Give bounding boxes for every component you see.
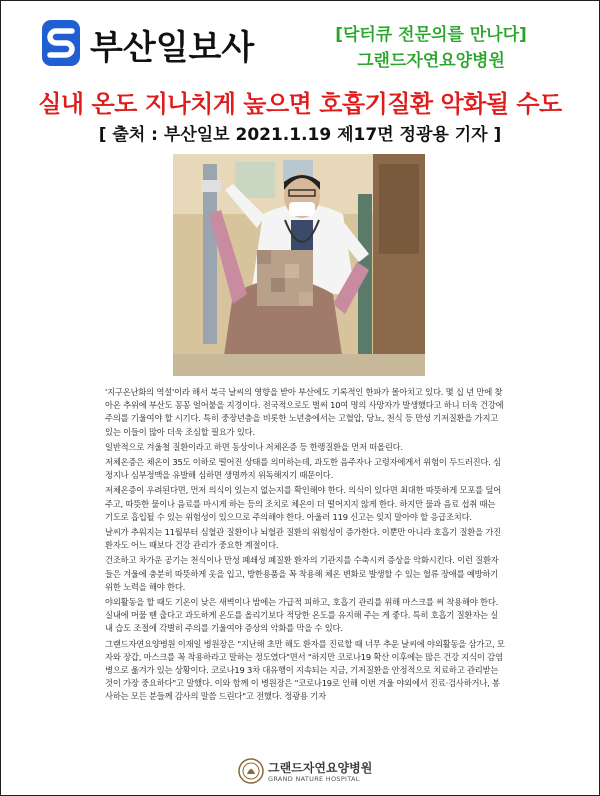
headline: 실내 온도 지나치게 높으면 호흡기질환 악화될 수도 xyxy=(38,90,562,118)
source-line: [ 출처 : 부산일보 2021.1.19 제17면 정광용 기자 ] xyxy=(98,125,502,145)
article-paragraph-1: '지구온난화의 역설'이라 해서 북극 날씨의 영향을 받아 부산에도 기록적인 한파가 몰아치고 있다. 몇 십 년 만에 찾아온 추위에 부산도 꽁꽁 얼어붙을 지경이다. 전국적으로도 벌써 10여 명의 사망자가 발생했다고 하니 더욱 건강에 주의를 기울여야 할 시기다. 특히 중장년층을 비롯한 노년층에서는 고혈압, 당뇨, 천식 등 만성 기저질환을 가지고 있는 이들이 많아 더욱 조심할 필요가 있다. xyxy=(105,387,504,437)
article-body xyxy=(105,386,505,706)
footer-hospital-name: 그랜드자연요양병원 xyxy=(268,761,373,775)
article-paragraph-4: 저체온증이 우려된다면, 먼저 의식이 있는지 없는지를 확인해야 한다. 의식이 있다면 최대한 따뜻하게 모포를 덮어 주고, 따뜻한 물이나 음료를 마시게 하는 등의 조치로 체온이 더 떨어지지 않게 한다. 하지만 물과 음료 섭취 때는 기도로 흡입될 수 있는 위험성이 있으므로 주의해야 한다. 아울러 119 신고는 잊지 말아야 할 응급조치다. xyxy=(105,485,502,522)
article-paragraph-2: 일반적으로 겨울철 질환이라고 하면 동상이나 저체온증 등 한랭질환을 먼저 떠올린다. xyxy=(105,441,403,452)
article-paragraph-8: 그랜드자연요양병원 이재일 병원장은 "지난해 초만 해도 환자를 진료할 때 너무 추운 날씨에 야외활동을 삼가고, 모자와 장갑, 마스크를 꼭 착용하라고 말하는 정도였다"면서 "하지만 코로나19 확산 이후에는 많은 건강 지식이 감염병으로 옮겨가 있는 상황이다. 코로나19 3차 대유행이 지속되는 지금, 기저질환을 안정적으로 치료하고 관리받는 것이 가장 중요하다"고 말했다. 이와 함께 이 병원장은 "코로나19로 인해 이번 겨울 야외에서 진료·검사하거나, 봉사하는 모든 분들께 감사의 말씀 드린다"고 전했다. 정광용 기자 xyxy=(105,638,505,702)
article-photo xyxy=(173,154,425,376)
series-title: [닥터큐 전문의를 만나다] xyxy=(335,25,527,45)
busan-ilbo-emblem-icon xyxy=(40,18,82,68)
article-paragraph-6: 건조하고 차가운 공기는 천식이나 만성 폐쇄성 폐질환 환자의 기관지를 수축시켜 증상을 악화시킨다. 이런 질환자들은 겨울에 충분히 따뜻하게 옷을 입고, 방한용품을 꼭 착용해 체온 변화로 발생할 수 있는 혈류 장애를 예방하기 위한 노력을 해야 한다. xyxy=(105,555,499,592)
logo-text: 부산일보사 xyxy=(90,28,255,68)
hospital-emblem-icon xyxy=(238,758,264,784)
footer-english-name: GRAND NATURE HOSPITAL xyxy=(268,775,360,783)
doctor-patient-photo xyxy=(173,154,425,376)
hospital-footer-logo xyxy=(238,758,373,788)
article-paragraph-3: 저체온증은 체온이 35도 이하로 떨어진 상태를 의미하는데, 과도한 음주자나 고령자에게서 위험이 두드러진다. 심정지나 심부정맥을 유발해 심하면 생명까지 위독해지기 때문이다. xyxy=(105,457,501,481)
busan-ilbo-logo xyxy=(40,18,290,70)
article-paragraph-5: 날씨가 추워지는 11월부터 심혈관 질환이나 뇌혈관 질환의 위험성이 증가한다. 이뿐만 아니라 호흡기 질환을 가진 환자도 어느 때보다 건강 관리가 중요한 계절이다. xyxy=(105,527,501,551)
article-paragraph-7: 야외활동을 할 때도 기온이 낮은 새벽이나 밤에는 가급적 피하고, 호흡기 관리를 위해 마스크를 써 착용해야 한다. 실내에 머물 땐 춥다고 과도하게 온도를 올리기보다 적당한 온도를 유지해 주는 게 좋다. 특히 호흡기 질환자는 실내 습도 조절에 각별히 주의를 기울여야 증상의 악화를 막을 수 있다. xyxy=(105,597,499,634)
hospital-name: 그랜드자연요양병원 xyxy=(357,51,505,71)
